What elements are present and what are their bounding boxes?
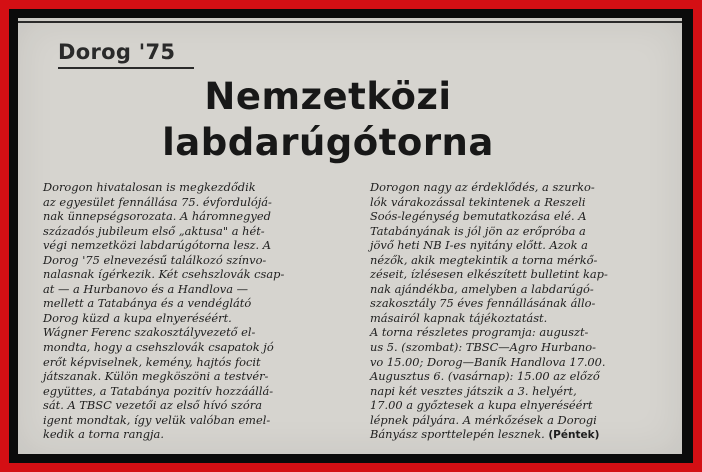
article-column-left: [43, 180, 348, 442]
text-line: nak ajándékba, amelyben a labdarúgó-: [370, 281, 594, 296]
section-underline: [58, 67, 194, 69]
text-line: Dorog '75 elnevezésű találkozó színvo-: [43, 252, 267, 267]
article-column-right: [370, 180, 676, 443]
text-line: Bányász sporttelepén lesznek.: [370, 427, 545, 442]
text-line: Dorogon hivatalosan is megkezdődik: [43, 180, 256, 194]
text-line: szakosztály 75 éves fennállásának állo-: [370, 296, 596, 311]
text-line: lók várakozással tekintenek a Reszeli: [370, 194, 586, 209]
text-line: jövő heti NB I-es nyitány előtt. Azok a: [370, 238, 588, 253]
text-line: századós jubileum első „aktusa" a hét-: [43, 223, 265, 238]
text-line: zéseit, ízlésesen elkészített bulletint kap-: [370, 267, 608, 282]
headline-line-2: labdarúgótorna: [162, 121, 494, 164]
text-line: lépnek pályára. A mérkőzések a Dorogi: [370, 412, 597, 427]
text-line: nézők, akik megtekintik a torna mérkő-: [370, 252, 598, 267]
text-line: Wágner Ferenc szakosztályvezető el-: [43, 325, 256, 340]
headline-line-1: Nemzetközi: [204, 75, 452, 118]
text-line: kedik a torna rangja.: [43, 427, 164, 442]
text-line: nak ünnepségsorozata. A háromnegyed: [43, 209, 271, 224]
section-title: Dorog '75: [58, 40, 176, 64]
text-line: erőt képviselnek, kemény, hajtós focit: [43, 354, 261, 369]
text-line: Augusztus 6. (vasárnap): 15.00 az előző: [370, 369, 600, 384]
text-line-with-byline: [370, 427, 676, 443]
text-line: Dorogon nagy az érdeklődés, a szurko-: [370, 180, 595, 194]
text-line: másairól kapnak tájékoztatást.: [370, 310, 548, 325]
text-line: 17.00 a győztesek a kupa elnyeréséért: [370, 398, 593, 413]
text-line: sát. A TBSC vezetői az első hívó szóra: [43, 398, 262, 413]
text-line: végi nemzetközi labdarúgótorna lesz. A: [43, 238, 272, 253]
text-line: igent mondtak, így velük valóban emel-: [43, 412, 271, 427]
top-rule: [18, 21, 682, 23]
text-line: az egyesület fennállása 75. évfordulójá-: [43, 194, 272, 209]
text-line: Tatabányának is jól jön az erőpróba a: [370, 223, 586, 238]
text-line: mondta, hogy a csehszlovák csapatok jó: [43, 340, 274, 355]
text-line: A torna részletes programja: auguszt-: [370, 325, 589, 340]
text-line: nalasnak ígérkezik. Két csehszlovák csap-: [43, 267, 285, 282]
text-line: at — a Hurbanovo és a Handlova —: [43, 281, 249, 296]
text-line: játszanak. Külön megköszöni a testvér-: [43, 369, 269, 384]
text-line: us 5. (szombat): TBSC—Agro Hurbano-: [370, 340, 596, 355]
text-line: Dorog küzd a kupa elnyeréséért.: [43, 310, 232, 325]
text-line: napi két vesztes játszik a 3. helyért,: [370, 383, 577, 398]
newspaper-clipping: [18, 18, 682, 454]
text-line: mellett a Tatabánya és a vendéglátó: [43, 296, 252, 311]
text-line: együttes, a Tatabánya pozitív hozzáállá-: [43, 383, 274, 398]
text-line: vo 15.00; Dorog—Baník Handlova 17.00.: [370, 354, 606, 369]
byline: (Péntek): [548, 429, 600, 442]
text-line: Soós-legénység bemutatkozása elé. A: [370, 209, 587, 224]
